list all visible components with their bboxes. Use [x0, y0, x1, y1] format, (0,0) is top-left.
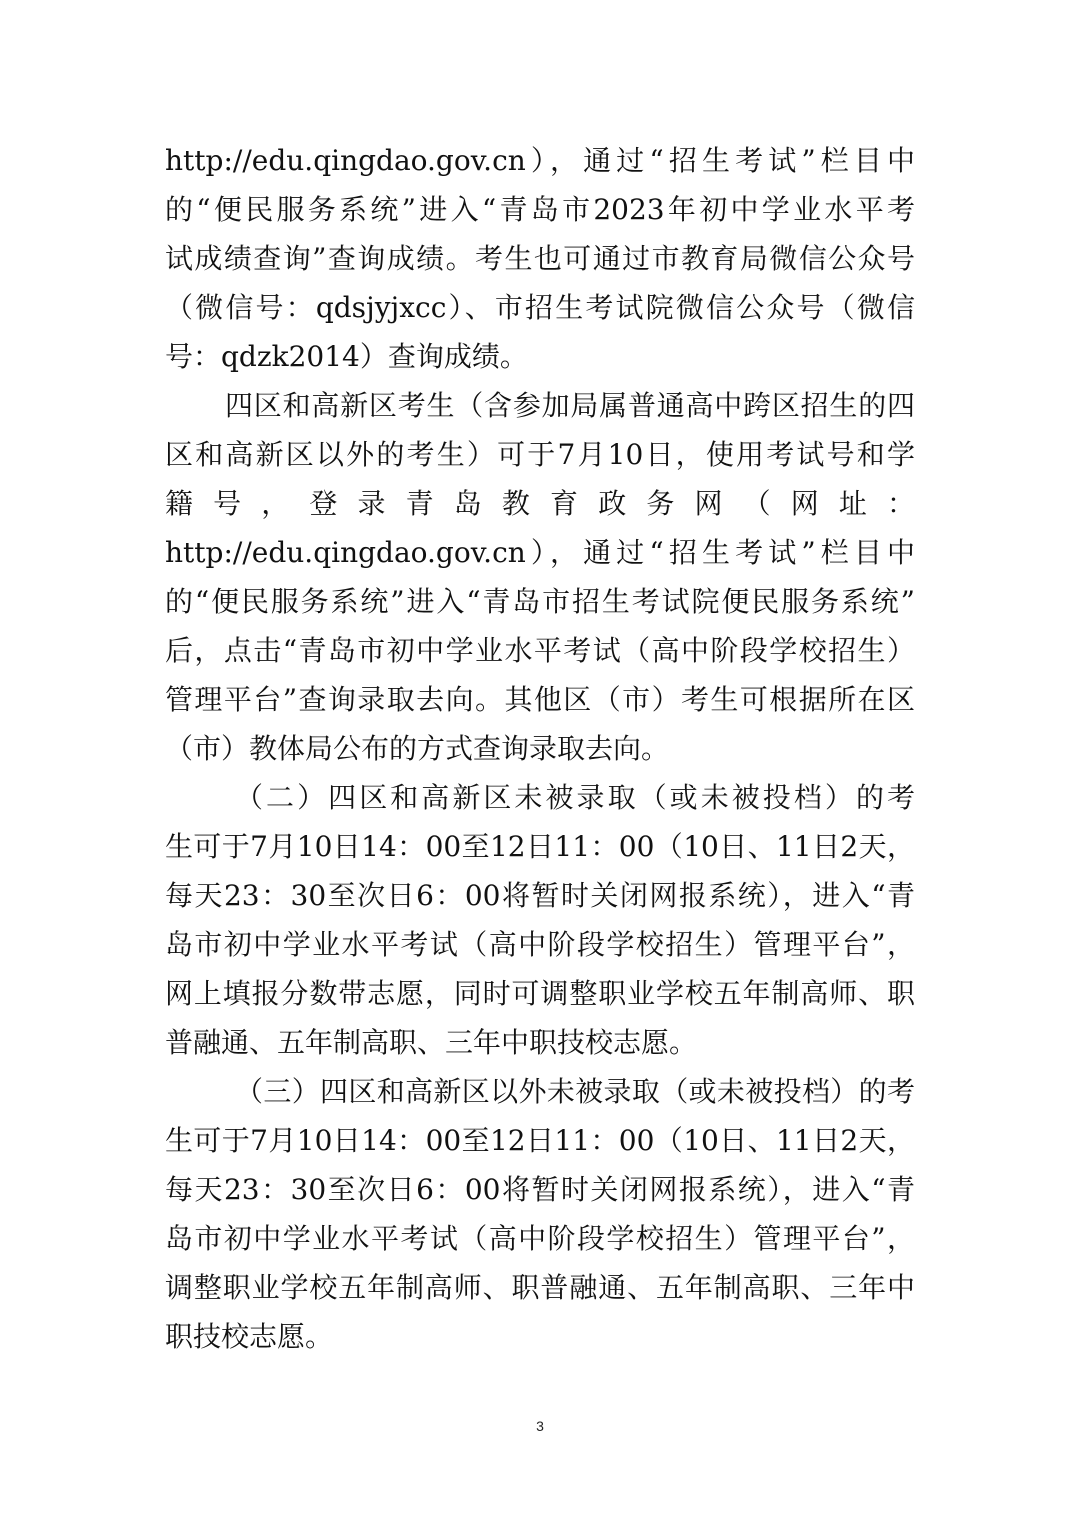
paragraph-section-3	[165, 1067, 915, 1361]
text-line: （市）教体局公布的方式查询录取去向。	[165, 732, 670, 765]
text-line: 的“便民服务系统”进入“青岛市2023年初中学业水平考	[165, 193, 915, 226]
section-heading-line: （二）四区和高新区未被录取（或未被投档）的考	[235, 781, 915, 814]
text-line: http://edu.qingdao.gov.cn），通过“招生考试”栏目中	[165, 144, 915, 177]
text-line: 普融通、五年制高职、三年中职技校志愿。	[165, 1026, 698, 1059]
text-line: 号：qdzk2014）查询成绩。	[165, 340, 528, 373]
text-line: （微信号：qdsjyjxcc）、市招生考试院微信公众号（微信	[165, 291, 915, 324]
text-line: 每天23：30至次日6：00将暂时关闭网报系统），进入“青	[165, 879, 915, 912]
text-line: 的“便民服务系统”进入“青岛市招生考试院便民服务系统”	[165, 585, 915, 618]
text-line: 管理平台”查询录取去向。其他区（市）考生可根据所在区	[165, 683, 915, 716]
text-line: 区和高新区以外的考生）可于7月10日，使用考试号和学	[165, 438, 915, 471]
text-line: 岛市初中学业水平考试（高中阶段学校招生）管理平台”，	[165, 928, 915, 961]
paragraph-admission-query	[165, 381, 915, 773]
text-line: 网上填报分数带志愿，同时可调整职业学校五年制高师、职	[165, 977, 915, 1010]
page-number: 3	[536, 1418, 544, 1434]
text-line: 调整职业学校五年制高师、职普融通、五年制高职、三年中	[165, 1271, 915, 1304]
text-line: 试成绩查询”查询成绩。考生也可通过市教育局微信公众号	[165, 242, 915, 275]
document-body	[165, 136, 915, 1361]
text-line: 四区和高新区考生（含参加局属普通高中跨区招生的四	[225, 389, 915, 422]
text-line: 籍 号 ， 登 录 青 岛 教 育 政 务 网 （ 网 址 ：	[165, 487, 915, 520]
section-heading-line: （三）四区和高新区以外未被录取（或未被投档）的考	[235, 1075, 915, 1108]
paragraph-score-query-continuation	[165, 136, 915, 381]
paragraph-section-2	[165, 773, 915, 1067]
text-line: 生可于7月10日14：00至12日11：00（10日、11日2天，	[165, 830, 915, 863]
text-line: 每天23：30至次日6：00将暂时关闭网报系统），进入“青	[165, 1173, 915, 1206]
text-line: http://edu.qingdao.gov.cn），通过“招生考试”栏目中	[165, 536, 915, 569]
text-line: 生可于7月10日14：00至12日11：00（10日、11日2天，	[165, 1124, 915, 1157]
text-line: 职技校志愿。	[165, 1320, 334, 1353]
text-line: 岛市初中学业水平考试（高中阶段学校招生）管理平台”，	[165, 1222, 915, 1255]
text-line: 后，点击“青岛市初中学业水平考试（高中阶段学校招生）	[165, 634, 915, 667]
